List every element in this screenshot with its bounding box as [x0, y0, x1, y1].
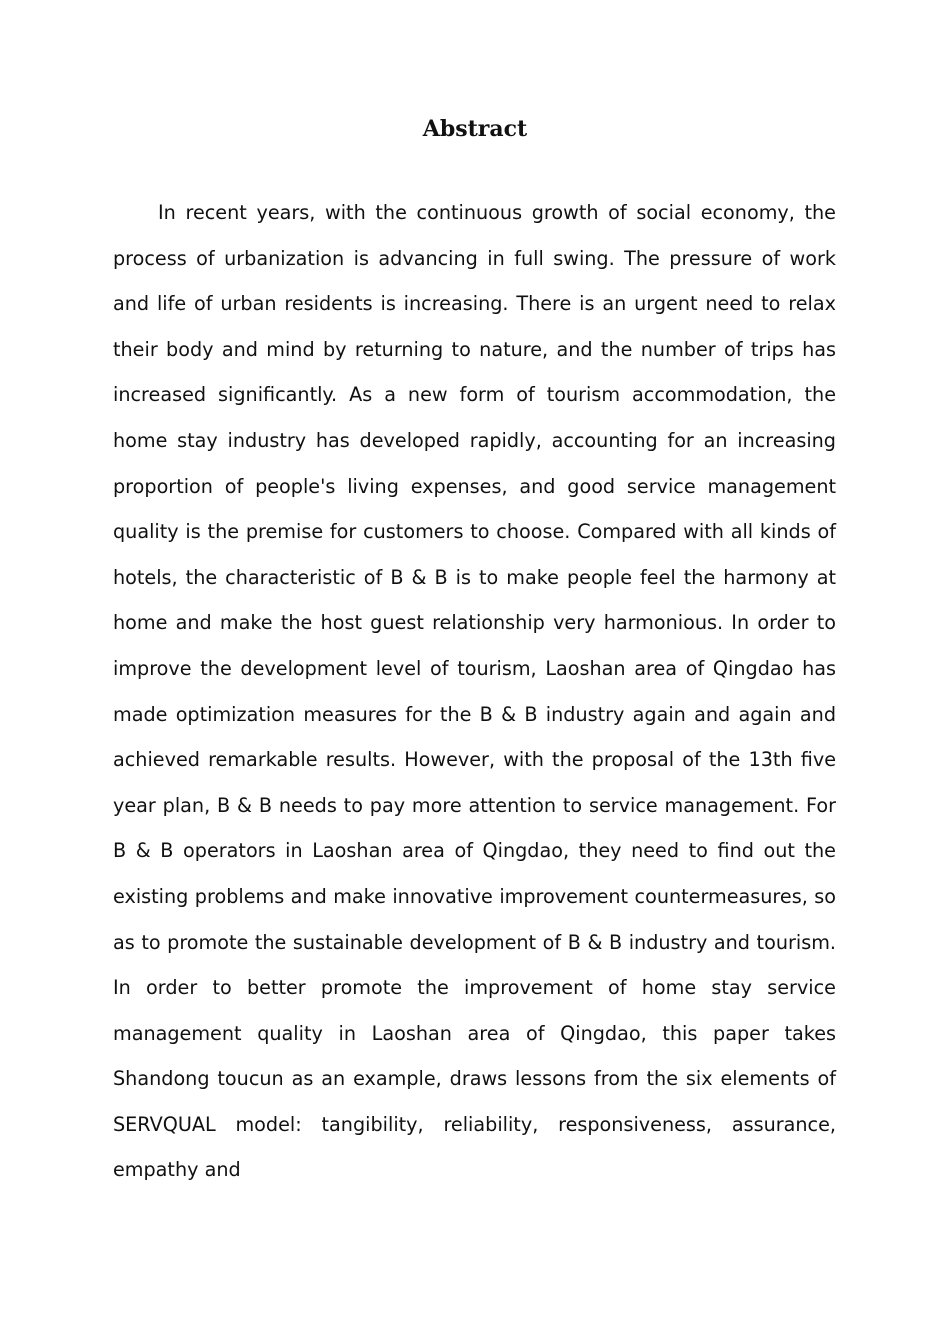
abstract-paragraph: In recent years, with the continuous growth of social economy, the process of urbanization is advancing in full swing. The pressure of work and life of urban residents is increasing. There is an urgent need to relax their body and mind by returning to nature, and the number of trips has increased significantly. As a new form of tourism accommodation, the home stay industry has developed rapidly, accounting for an increasing proportion of people's living expenses, and good service management quality is the premise for customers to choose. Compared with all kinds of hotels, the characteristic of B & B is to make people feel the harmony at home and make the host guest relationship very harmonious. In order to improve the development level of tourism, Laoshan area of Qingdao has made optimization measures for the B & B industry again and again and achieved remarkable results. However, with the proposal of the 13th five year plan, B & B needs to pay more attention to service management. For B & B operators in Laoshan area of Qingdao, they need to find out the existing problems and make innovative improvement countermeasures, so as to promote the sustainable development of B & B industry and tourism. In order to better promote the improvement of home stay service management quality in Laoshan area of Qingdao, this paper takes Shandong toucun as an example, draws lessons from the six elements of SERVQUAL model: tangibility, reliability, responsiveness, assurance, empathy and	[113, 201, 836, 1182]
abstract-title: Abstract	[422, 116, 528, 142]
